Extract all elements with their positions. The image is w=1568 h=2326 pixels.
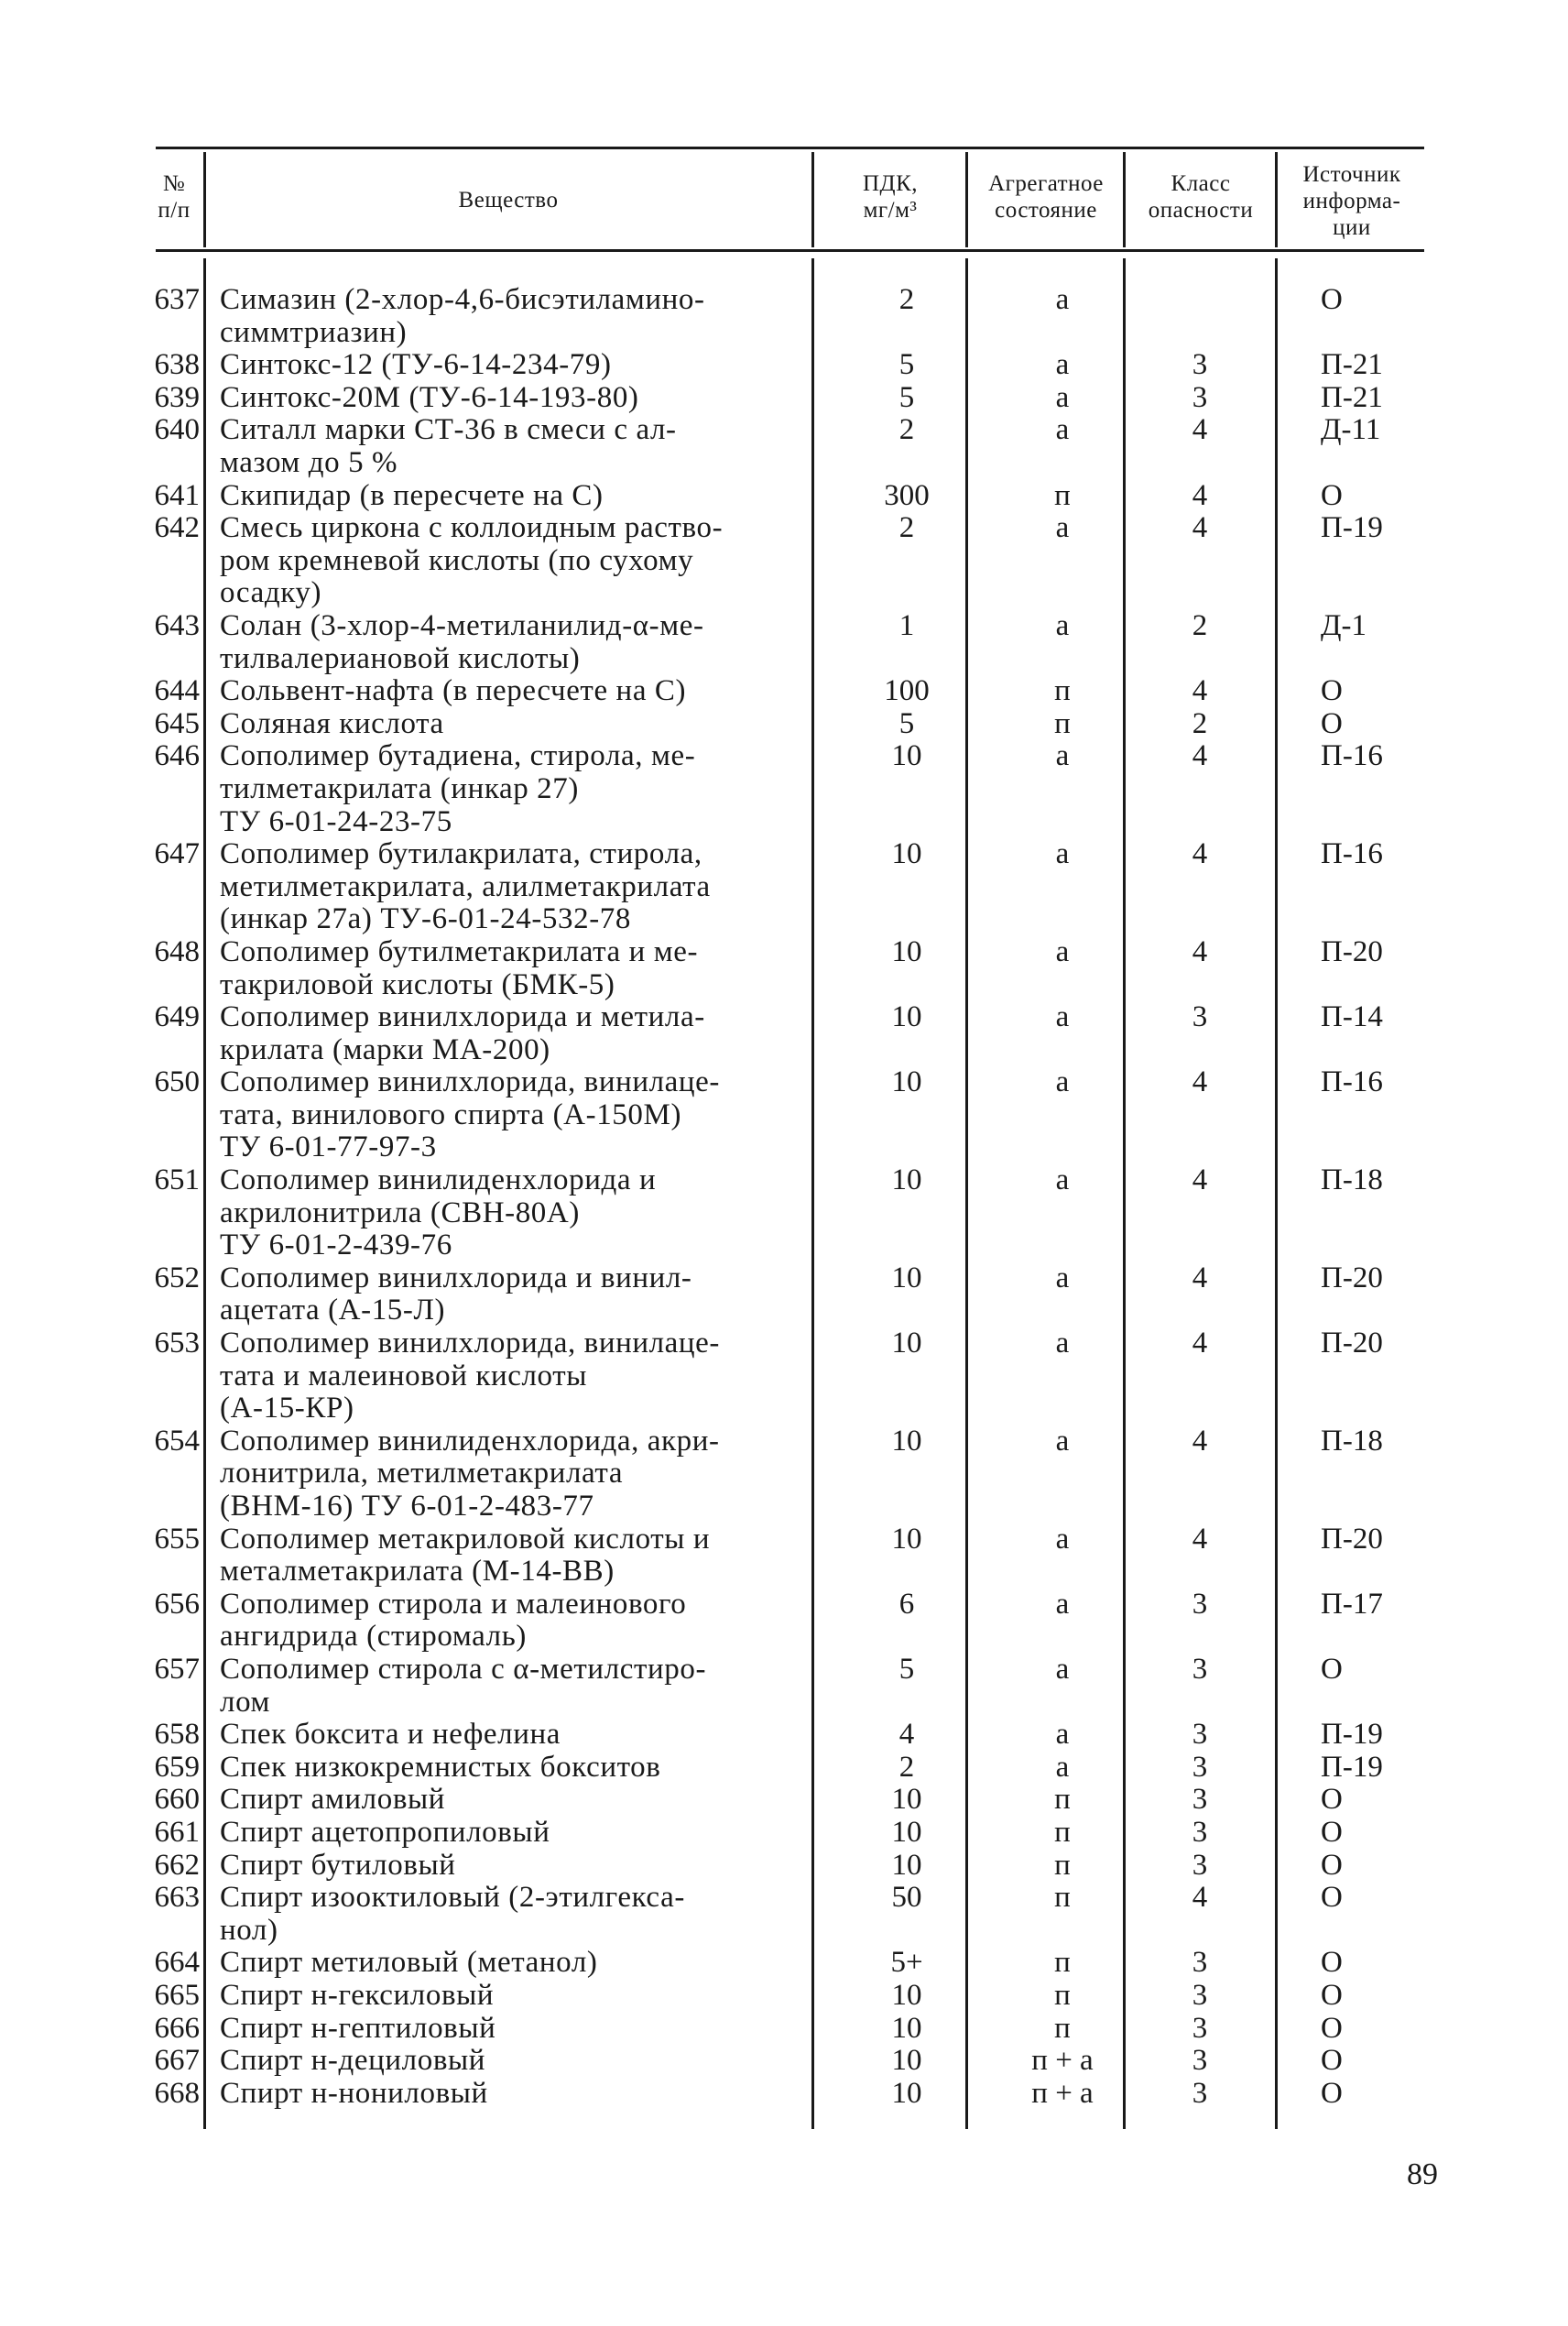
substance-line: ацетата (А-15-Л) [220, 1294, 446, 1327]
table-row [0, 1425, 1568, 1523]
info-source: О [1321, 2076, 1343, 2110]
substance-name [220, 1850, 806, 1883]
pdk-value: 5+ [890, 1946, 923, 1980]
substance-name [220, 838, 806, 936]
row-number: 645 [154, 706, 200, 740]
pdk-value: 50 [891, 1881, 922, 1915]
info-source: О [1321, 1978, 1343, 2012]
info-source: П-17 [1321, 1587, 1383, 1621]
substance-name [220, 1980, 806, 2013]
aggregate-state: а [1055, 1424, 1070, 1458]
substance-line: Спирт ацетопропиловый [220, 1816, 550, 1850]
pdk-value: 10 [891, 1522, 922, 1556]
hazard-class: 4 [1192, 934, 1208, 968]
pdk-value: 4 [898, 1718, 915, 1752]
substance-name [220, 349, 806, 382]
hazard-class: 3 [1192, 2076, 1208, 2110]
aggregate-state: а [1055, 1261, 1070, 1294]
table-row [0, 2013, 1568, 2046]
substance-line: (ВНМ-16) ТУ 6-01-2-483-77 [220, 1490, 594, 1523]
row-number: 662 [154, 1848, 200, 1882]
hazard-class: 3 [1192, 2011, 1208, 2045]
substance-name [220, 2013, 806, 2046]
hazard-class: 4 [1192, 511, 1208, 545]
substance-line: тата и малеиновой кислоты [220, 1359, 588, 1392]
table-row [0, 414, 1568, 479]
substance-line: ром кремневой кислоты (по сухому [220, 543, 694, 577]
table-row [0, 284, 1568, 349]
pdk-value: 1 [898, 608, 915, 642]
row-number: 666 [154, 2011, 200, 2045]
pdk-value: 10 [891, 1261, 922, 1294]
aggregate-state: п [1054, 1946, 1071, 1980]
info-source: О [1321, 706, 1343, 740]
row-number: 649 [154, 1000, 200, 1034]
info-source: О [1321, 1653, 1343, 1687]
substance-name [220, 2078, 806, 2111]
pdk-value: 10 [891, 2044, 922, 2078]
substance-line: тилметакрилата (инкар 27) [220, 771, 579, 805]
table-row [0, 512, 1568, 610]
info-source: О [1321, 1848, 1343, 1882]
substance-line: (инкар 27а) ТУ-6-01-24-532-78 [220, 902, 631, 936]
substance-line: осадку) [220, 576, 322, 610]
aggregate-state: а [1055, 1750, 1070, 1784]
hazard-class: 2 [1192, 608, 1208, 642]
substance-line: Синтокс-20М (ТУ-6-14-193-80) [220, 380, 639, 414]
substance-name [220, 382, 806, 415]
table-row [0, 708, 1568, 741]
info-source: П-20 [1321, 1261, 1383, 1294]
aggregate-state: а [1055, 348, 1070, 382]
info-source: Д-11 [1321, 413, 1381, 447]
substance-name [220, 1947, 806, 1980]
aggregate-state: а [1055, 1653, 1070, 1687]
info-source: П-19 [1321, 1750, 1383, 1784]
table-row [0, 1654, 1568, 1719]
table-row [0, 675, 1568, 708]
header-num: № п/п [158, 171, 191, 223]
table-row [0, 2078, 1568, 2111]
table-row [0, 936, 1568, 1001]
info-source: П-21 [1321, 380, 1383, 414]
aggregate-state: п [1054, 478, 1071, 512]
table-body [0, 284, 1568, 2110]
hazard-class: 3 [1192, 1816, 1208, 1850]
hazard-class: 4 [1192, 413, 1208, 447]
hazard-class: 3 [1192, 1848, 1208, 1882]
pdk-value: 10 [891, 1978, 922, 2012]
substance-name [220, 1164, 806, 1262]
hazard-class: 3 [1192, 1978, 1208, 2012]
pdk-value: 10 [891, 934, 922, 968]
row-number: 647 [154, 837, 200, 871]
hazard-class: 3 [1192, 1946, 1208, 1980]
row-number: 653 [154, 1327, 200, 1360]
hazard-class: 3 [1192, 2044, 1208, 2078]
aggregate-state: а [1055, 1163, 1070, 1197]
aggregate-state: а [1055, 380, 1070, 414]
info-source: П-19 [1321, 511, 1383, 545]
info-source: О [1321, 2011, 1343, 2045]
substance-line: Спирт н-гексиловый [220, 1978, 495, 2012]
info-source: О [1321, 1881, 1343, 1915]
pdk-value: 10 [891, 1163, 922, 1197]
pdk-value: 5 [898, 706, 915, 740]
substance-name [220, 284, 806, 349]
aggregate-state: а [1055, 413, 1070, 447]
aggregate-state: п [1054, 1783, 1071, 1817]
hazard-class: 4 [1192, 478, 1208, 512]
aggregate-state: п [1054, 1848, 1071, 1882]
aggregate-state: п + а [1031, 2044, 1094, 2078]
table-row [0, 382, 1568, 415]
substance-name [220, 675, 806, 708]
substance-name [220, 2045, 806, 2078]
row-number: 643 [154, 608, 200, 642]
info-source: П-21 [1321, 348, 1383, 382]
info-source: О [1321, 2044, 1343, 2078]
substance-line: Сополимер бутилметакрилата и ме- [220, 934, 699, 968]
pdk-value: 2 [898, 283, 915, 316]
hazard-class: 4 [1192, 1881, 1208, 1915]
substance-line: Спек боксита и нефелина [220, 1718, 561, 1752]
pdk-value: 100 [884, 674, 930, 708]
info-source: П-18 [1321, 1424, 1383, 1458]
aggregate-state: а [1055, 1587, 1070, 1621]
info-source: П-18 [1321, 1163, 1383, 1197]
substance-line: Сополимер стирола и малеинового [220, 1587, 687, 1621]
substance-line: Скипидар (в пересчете на С) [220, 478, 604, 512]
substance-line: Смесь циркона с коллоидным раство- [220, 511, 724, 545]
hazard-class: 3 [1192, 380, 1208, 414]
substance-name [220, 708, 806, 741]
pdk-value: 10 [891, 1816, 922, 1850]
table-row [0, 838, 1568, 936]
header-source: Источник информа- ции [1302, 162, 1401, 240]
substance-line: мазом до 5 % [220, 445, 398, 479]
row-number: 639 [154, 380, 200, 414]
substance-line: Сополимер стирола с α-метилстиро- [220, 1653, 707, 1687]
hazard-class: 4 [1192, 837, 1208, 871]
substance-line: ТУ 6-01-24-23-75 [220, 804, 452, 838]
header-divider-2 [811, 152, 814, 247]
table-row [0, 1752, 1568, 1785]
substance-line: Спирт изооктиловый (2-этилгекса- [220, 1881, 685, 1915]
row-number: 659 [154, 1750, 200, 1784]
substance-line: Спек низкокремнистых бокситов [220, 1750, 661, 1784]
pdk-value: 6 [898, 1587, 915, 1621]
row-number: 640 [154, 413, 200, 447]
substance-name [220, 1066, 806, 1164]
substance-name [220, 610, 806, 675]
row-number: 644 [154, 674, 200, 708]
info-source: П-19 [1321, 1718, 1383, 1752]
pdk-value: 300 [884, 478, 930, 512]
aggregate-state: п [1054, 1816, 1071, 1850]
row-number: 668 [154, 2076, 200, 2110]
substance-line: симмтриазин) [220, 315, 408, 349]
substance-line: Спирт н-гептиловый [220, 2011, 496, 2045]
hazard-class: 2 [1192, 706, 1208, 740]
hazard-class: 3 [1192, 1783, 1208, 1817]
substance-line: тата, винилового спирта (А-150М) [220, 1097, 682, 1131]
substance-name [220, 1817, 806, 1850]
row-number: 651 [154, 1163, 200, 1197]
aggregate-state: а [1055, 1718, 1070, 1752]
info-source: О [1321, 1946, 1343, 1980]
substance-name [220, 740, 806, 838]
hazard-class: 4 [1192, 739, 1208, 773]
substance-line: Спирт метиловый (метанол) [220, 1946, 598, 1980]
substance-line: Сополимер винилхлорида и винил- [220, 1261, 692, 1294]
hazard-class: 4 [1192, 1065, 1208, 1099]
table-row [0, 1066, 1568, 1164]
row-number: 648 [154, 934, 200, 968]
table-row [0, 740, 1568, 838]
table-row [0, 1164, 1568, 1262]
substance-line: лом [220, 1685, 271, 1719]
pdk-value: 10 [891, 1327, 922, 1360]
hazard-class: 4 [1192, 1522, 1208, 1556]
table-row [0, 1001, 1568, 1066]
row-number: 667 [154, 2044, 200, 2078]
aggregate-state: а [1055, 511, 1070, 545]
table-row [0, 1523, 1568, 1589]
substance-name [220, 1784, 806, 1817]
hazard-class: 3 [1192, 1000, 1208, 1034]
row-number: 638 [154, 348, 200, 382]
substance-line: акрилонитрила (СВН-80А) [220, 1196, 580, 1229]
substance-line: такриловой кислоты (БМК-5) [220, 967, 615, 1001]
page-number: 89 [1407, 2157, 1438, 2191]
substance-line: Спирт амиловый [220, 1783, 446, 1817]
aggregate-state: а [1055, 934, 1070, 968]
pdk-value: 5 [898, 1653, 915, 1687]
info-source: П-16 [1321, 837, 1383, 871]
hazard-class: 4 [1192, 1424, 1208, 1458]
substance-line: метилметакрилата, алилметакрилата [220, 869, 711, 903]
pdk-value: 5 [898, 380, 915, 414]
hazard-class: 3 [1192, 1750, 1208, 1784]
table-row [0, 1784, 1568, 1817]
row-number: 661 [154, 1816, 200, 1850]
substance-name [220, 1425, 806, 1523]
table-row [0, 1817, 1568, 1850]
substance-name [220, 414, 806, 479]
pdk-value: 5 [898, 348, 915, 382]
substance-name [220, 1327, 806, 1425]
row-number: 656 [154, 1587, 200, 1621]
substance-line: ТУ 6-01-2-439-76 [220, 1229, 452, 1262]
info-source: П-20 [1321, 1522, 1383, 1556]
substance-line: Сополимер бутадиена, стирола, ме- [220, 739, 696, 773]
substance-line: Сополимер винилхлорида, винилаце- [220, 1065, 721, 1099]
substance-line: Сольвент-нафта (в пересчете на С) [220, 674, 687, 708]
substance-line: ангидрида (стиромаль) [220, 1620, 527, 1654]
substance-name [220, 512, 806, 610]
aggregate-state: а [1055, 1522, 1070, 1556]
substance-line: тилвалериановой кислоты) [220, 641, 581, 675]
substance-name [220, 1523, 806, 1589]
pdk-value: 10 [891, 1848, 922, 1882]
hazard-class: 3 [1192, 1653, 1208, 1687]
aggregate-state: а [1055, 608, 1070, 642]
substance-line: Сополимер винилиденхлорида и [220, 1163, 657, 1197]
pdk-value: 10 [891, 1783, 922, 1817]
pdk-value: 10 [891, 837, 922, 871]
row-number: 652 [154, 1261, 200, 1294]
header-substance: Вещество [458, 188, 559, 213]
info-source: О [1321, 1816, 1343, 1850]
table-row [0, 610, 1568, 675]
header-hazard-class: Класс опасности [1148, 171, 1254, 223]
table-row [0, 1262, 1568, 1327]
hazard-class: 4 [1192, 1261, 1208, 1294]
aggregate-state: п [1054, 1881, 1071, 1915]
table-row [0, 1850, 1568, 1883]
row-number: 657 [154, 1653, 200, 1687]
substance-line: Сополимер бутилакрилата, стирола, [220, 837, 702, 871]
table-row [0, 480, 1568, 513]
pdk-value: 2 [898, 413, 915, 447]
pdk-value: 10 [891, 739, 922, 773]
substance-line: Сополимер винилиденхлорида, акри- [220, 1424, 720, 1458]
aggregate-state: п [1054, 1978, 1071, 2012]
substance-line: Сополимер винилхлорида и метила- [220, 1000, 705, 1034]
table-row [0, 1980, 1568, 2013]
substance-name [220, 1882, 806, 1947]
aggregate-state: п [1054, 674, 1071, 708]
substance-line: нол) [220, 1913, 278, 1947]
row-number: 646 [154, 739, 200, 773]
row-number: 660 [154, 1783, 200, 1817]
row-number: 664 [154, 1946, 200, 1980]
substance-name [220, 1719, 806, 1752]
info-source: Д-1 [1321, 608, 1367, 642]
substance-line: Спирт н-нониловый [220, 2076, 488, 2110]
table-row [0, 1719, 1568, 1752]
row-number: 642 [154, 511, 200, 545]
info-source: П-16 [1321, 739, 1383, 773]
table-row [0, 2045, 1568, 2078]
aggregate-state: а [1055, 739, 1070, 773]
header-divider-4 [1123, 152, 1126, 247]
substance-line: Симазин (2-хлор-4,6-бисэтиламино- [220, 283, 705, 316]
substance-name [220, 480, 806, 513]
substance-line: Спирт н-дециловый [220, 2044, 486, 2078]
aggregate-state: п [1054, 2011, 1071, 2045]
info-source: П-20 [1321, 934, 1383, 968]
aggregate-state: п + а [1031, 2076, 1094, 2110]
info-source: О [1321, 283, 1343, 316]
row-number: 654 [154, 1424, 200, 1458]
substance-line: металметакрилата (М-14-ВВ) [220, 1555, 615, 1589]
table-row [0, 1589, 1568, 1654]
hazard-class: 4 [1192, 1327, 1208, 1360]
aggregate-state: а [1055, 283, 1070, 316]
substance-line: лонитрила, метилметакрилата [220, 1457, 624, 1491]
substance-name [220, 1262, 806, 1327]
hazard-class: 4 [1192, 1163, 1208, 1197]
header-bottom-rule [156, 249, 1424, 252]
row-number: 655 [154, 1522, 200, 1556]
substance-name [220, 1589, 806, 1654]
info-source: О [1321, 478, 1343, 512]
aggregate-state: п [1054, 706, 1071, 740]
substance-line: Сополимер винилхлорида, винилаце- [220, 1327, 721, 1360]
substance-line: Спирт бутиловый [220, 1848, 456, 1882]
hazard-class: 4 [1192, 674, 1208, 708]
header-aggregate: Агрегатное состояние [988, 171, 1104, 223]
row-number: 641 [154, 478, 200, 512]
substance-line: Синтокс-12 (ТУ-6-14-234-79) [220, 348, 612, 382]
substance-name [220, 1752, 806, 1785]
substance-name [220, 936, 806, 1001]
pdk-value: 10 [891, 1065, 922, 1099]
aggregate-state: а [1055, 1065, 1070, 1099]
aggregate-state: а [1055, 1327, 1070, 1360]
info-source: П-16 [1321, 1065, 1383, 1099]
table-row [0, 349, 1568, 382]
substance-name [220, 1654, 806, 1719]
pdk-value: 10 [891, 1000, 922, 1034]
substance-line: Ситалл марки СТ-36 в смеси с ал- [220, 413, 677, 447]
substance-line: ТУ 6-01-77-97-3 [220, 1130, 437, 1164]
pdk-value: 10 [891, 2011, 922, 2045]
header-divider-3 [965, 152, 968, 247]
row-number: 650 [154, 1065, 200, 1099]
header-divider-5 [1275, 152, 1278, 247]
row-number: 658 [154, 1718, 200, 1752]
substance-line: Соляная кислота [220, 706, 444, 740]
info-source: О [1321, 1783, 1343, 1817]
row-number: 665 [154, 1978, 200, 2012]
info-source: О [1321, 674, 1343, 708]
hazard-class: 3 [1192, 1718, 1208, 1752]
substance-line: (А-15-КР) [220, 1392, 354, 1425]
info-source: П-14 [1321, 1000, 1383, 1034]
substance-line: крилата (марки МА-200) [220, 1032, 550, 1066]
hazard-class: 3 [1192, 1587, 1208, 1621]
row-number: 637 [154, 283, 200, 316]
substance-line: Солан (3-хлор-4-метиланилид-α-ме- [220, 608, 704, 642]
info-source: П-20 [1321, 1327, 1383, 1360]
row-number: 663 [154, 1881, 200, 1915]
table-row [0, 1947, 1568, 1980]
substance-name [220, 1001, 806, 1066]
aggregate-state: а [1055, 837, 1070, 871]
table-top-rule [156, 147, 1424, 149]
hazard-class: 3 [1192, 348, 1208, 382]
table-row [0, 1327, 1568, 1425]
pdk-value: 10 [891, 1424, 922, 1458]
substance-line: Сополимер метакриловой кислоты и [220, 1522, 711, 1556]
pdk-value: 2 [898, 511, 915, 545]
aggregate-state: а [1055, 1000, 1070, 1034]
table-row [0, 1882, 1568, 1947]
pdk-value: 2 [898, 1750, 915, 1784]
pdk-value: 10 [891, 2076, 922, 2110]
header-pdk: ПДК, мг/м³ [862, 171, 919, 223]
header-divider-1 [203, 152, 206, 247]
